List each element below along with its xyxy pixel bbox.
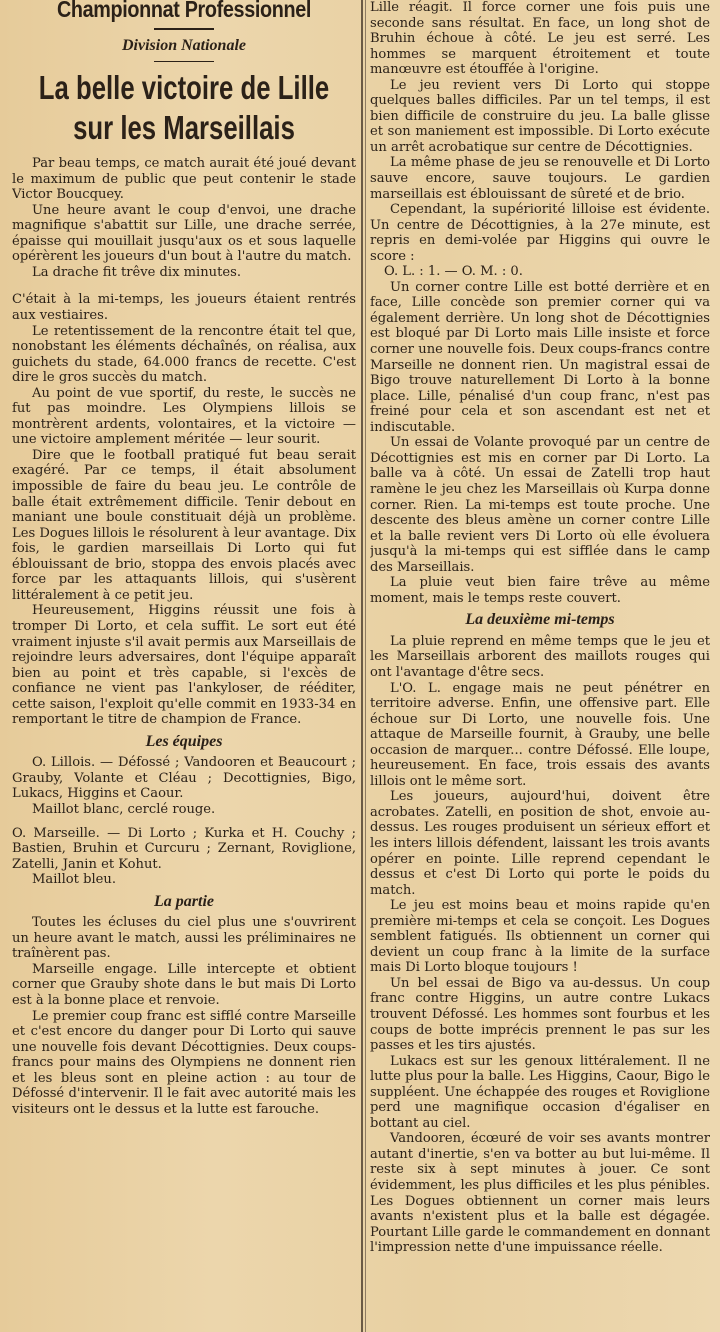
paragraph: La drache fit trêve dix minutes. — [32, 264, 242, 280]
paragraph: Au point de vue sportif, du reste, le succès ne fut pas moindre. Les Olympiens lillois se montrèrent ardents, volontaires, et la victoire — une victoire amplement méritée — leur sourit. — [12, 385, 356, 448]
paragraph: La pluie veut bien faire trêve au même moment, mais le temps reste couvert. — [370, 575, 710, 606]
paragraph: Par beau temps, ce match aurait été joué devant le maximum de public que peut contenir le stade Victor Boucquey. — [12, 156, 356, 203]
lineup-marseille: O. Marseille. — Di Lorto ; Kurka et H. Couchy ; Bastien, Bruhin et Curcuru ; Zernant, Roviglione, Zatelli, Janin et Kohut. — [12, 825, 356, 872]
lineup-lille: O. Lillois. — Défossé ; Vandooren et Beaucourt ; Grauby, Volante et Cléau ; Decottignies, Bigo, Lukacs, Higgins et Caour. — [12, 755, 356, 802]
paragraph: Lille réagit. Il force corner une fois puis une seconde sans résultat. En face, un long shot de Bruhin échoue à côté. Le jeu est serré. Les hommes se marquent étroitement et toute manœuvre est étouffée à l'origine. — [370, 0, 710, 78]
paragraph: Un corner contre Lille est botté derrière et en face, Lille concède son premier corner qui va également derrière. Un long shot de Décottignies est bloqué par Di Lorto mais Lille insiste et force corner une nouvelle fois. Deux coups-francs contre Marseille ne donnent rien. Un magistral essai de Bigo trouve naturellement Di Lorto à la bonne place. Lille, pénalisé d'un coup franc, n'est pas freiné pour cela et son ascendant est net et indiscutable. — [370, 279, 710, 435]
title-separator — [154, 28, 214, 30]
paragraph: Le jeu revient vers Di Lorto qui stoppe quelques balles difficiles. Par un tel temps, il est bien difficile de construire du jeu. La balle glisse et son maniement est impossible. Di Lorto exécute un arrêt acrobatique sur centre de Décottignies. — [370, 77, 710, 155]
score-line: O. L. : 1. — O. M. : 0. — [384, 264, 523, 280]
right-column — [370, 0, 710, 1332]
partie-heading: La partie — [154, 892, 214, 910]
paragraph: L'O. L. engage mais ne peut pénétrer en territoire adverse. Enfin, une offensive part. Elle échoue sur Di Lorto, une nouvelle fois. Une attaque de Marseille fournit, à Grauby, une belle occasion de marquer... contre Défossé. Elle loupe, heureusement. En face, trois essais des avants lillois ont le même sort. — [370, 680, 710, 789]
headline-line-1: La belle victoire de Lille — [38, 69, 330, 107]
maillot-marseille: Maillot bleu. — [32, 872, 116, 888]
paragraph: C'était à la mi-temps, les joueurs étaient rentrés aux vestiaires. — [12, 292, 356, 324]
left-column — [12, 0, 356, 1332]
section-kicker: Championnat Professionnel — [56, 0, 312, 22]
maillot-lille: Maillot blanc, cerclé rouge. — [32, 801, 216, 817]
paragraph: Un bel essai de Bigo va au-dessus. Un coup franc contre Higgins, un autre contre Lukacs trouvent Défossé. Les hommes sont fourbus et les coups de botte imprécis prennent le pas sur les passes et les tirs ajustés. — [370, 975, 710, 1054]
paragraph: La pluie reprend en même temps que le jeu et les Marseillais arborent des maillots rouges qui ont l'avantage d'être secs. — [370, 633, 710, 680]
paragraph: Toutes les écluses du ciel plus une s'ouvrirent un heure avant le match, aussi les préliminaires ne traînèrent pas. — [12, 915, 356, 962]
paragraph: Lukacs est sur les genoux littéralement. Il ne lutte plus pour la balle. Les Higgins, Caour, Bigo le suppléent. Une échappée des rouges et Roviglione perd une magnifique occasion d'égaliser en bottant au ciel. — [370, 1053, 710, 1131]
column-rule-secondary — [365, 0, 366, 1332]
paragraph: Les joueurs, aujourd'hui, doivent être acrobates. Zatelli, en position de shot, envoie au-dessus. Les rouges produisent un sérieux effort et les inters lillois défendent, laissant les trois avants opérer en pointe. Lille reprend cependant le dessus et c'est Di Lorto qui porte le poids du match. — [370, 789, 710, 898]
paragraph: Le jeu est moins beau et moins rapide qu'en première mi-temps et cela se conçoit. Les Dogues semblent fatigués. Ils obtiennent un corner qui devient un coup franc à la limite de la surface mais Di Lorto bloque toujours ! — [370, 898, 710, 976]
paragraph: Le retentissement de la rencontre était tel que, nonobstant les éléments déchaînés, on réalisa, aux guichets du stade, 64.000 francs de recette. C'est dire le gros succès du match. — [12, 323, 356, 386]
paragraph: Le premier coup franc est sifflé contre Marseille et c'est encore du danger pour Di Lorto qui sauve une nouvelle fois devant Décottignies. Deux coups-francs pour mains des Olympiens ne donnent rien et les bleus sont en pleine action : au tour de Défossé d'intervenir. Il le fait avec autorité mais les visiteurs ont le dessus et la lutte est farouche. — [12, 1008, 356, 1117]
paragraph: Marseille engage. Lille intercepte et obtient corner que Grauby shote dans le but mais Di Lorto est à la bonne place et renvoie. — [12, 961, 356, 1008]
paragraph: Vandooren, écœuré de voir ses avants montrer autant d'inertie, s'en va botter au but lui-même. Il reste six à sept minutes à jouer. Ce sont évidemment, les plus difficiles et les plus pénibles. Les Dogues obtiennent un corner mais leurs avants n'existent plus et la balle est dégagée. Pourtant Lille garde le commandement en donnant l'impression nette d'une impuissance réelle. — [370, 1131, 710, 1256]
equipes-heading: Les équipes — [145, 732, 223, 750]
paragraph: Un essai de Volante provoqué par un centre de Décottignies est mis en corner par Di Lorto. La balle va à côté. Un essai de Zatelli trop haut ramène le jeu chez les Marseillais où Kurpa donne corner. Rien. La mi-temps est toute proche. Une descente des bleus amène un corner contre Lille et la balle revient vers Di Lorto où elle évoluera jusqu'à la mi-temps qui est sifflée dans le camp des Marseillais. — [370, 435, 710, 575]
paragraph: Heureusement, Higgins réussit une fois à tromper Di Lorto, et cela suffit. Le sort eut été vraiment injuste s'il avait permis aux Marseillais de rejoindre leurs adversaires, dont l'équipe apparaît bien au point et très capable, si l'excès de confiance ne vient pas l'ankyloser, de rééditer, cette saison, l'exploit qu'elle commit en 1933-34 en remportant le titre de champion de France. — [12, 603, 356, 728]
headline-line-2: sur les Marseillais — [73, 109, 295, 147]
paragraph: Cependant, la supériorité lilloise est évidente. Un centre de Décottignies, à la 27e minute, est repris en demi-volée par Higgins qui ouvre le score : — [370, 202, 710, 264]
subtitle-separator — [154, 61, 214, 62]
deuxieme-heading: La deuxième mi-temps — [465, 611, 615, 629]
paragraph: Dire que le football pratiqué fut beau serait exagéré. Par ce temps, il était absolument impossible de faire du beau jeu. Le contrôle de balle était extrêmement difficile. Tenir debout en maniant une boule constituait déjà un problème. Les Dogues lillois le résolurent à leur avantage. Dix fois, le gardien marseillais Di Lorto qui fut éblouissant de brio, stoppa des envois placés avec force par les attaquants lillois, qui s'usèrent littéralement à ce petit jeu. — [12, 447, 356, 603]
paragraph: Une heure avant le coup d'envoi, une drache magnifique s'abattit sur Lille, une drache serrée, épaisse qui mouillait jusqu'aux os et sous laquelle opérèrent les joueurs d'un bout à l'autre du match. — [12, 202, 356, 265]
article-headline — [19, 68, 350, 148]
paragraph: La même phase de jeu se renouvelle et Di Lorto sauve encore, sauve toujours. Le gardien marseillais est éblouissant de sûreté et de brio. — [370, 155, 710, 202]
division-subtitle: Division Nationale — [121, 36, 246, 54]
column-rule — [361, 0, 363, 1332]
